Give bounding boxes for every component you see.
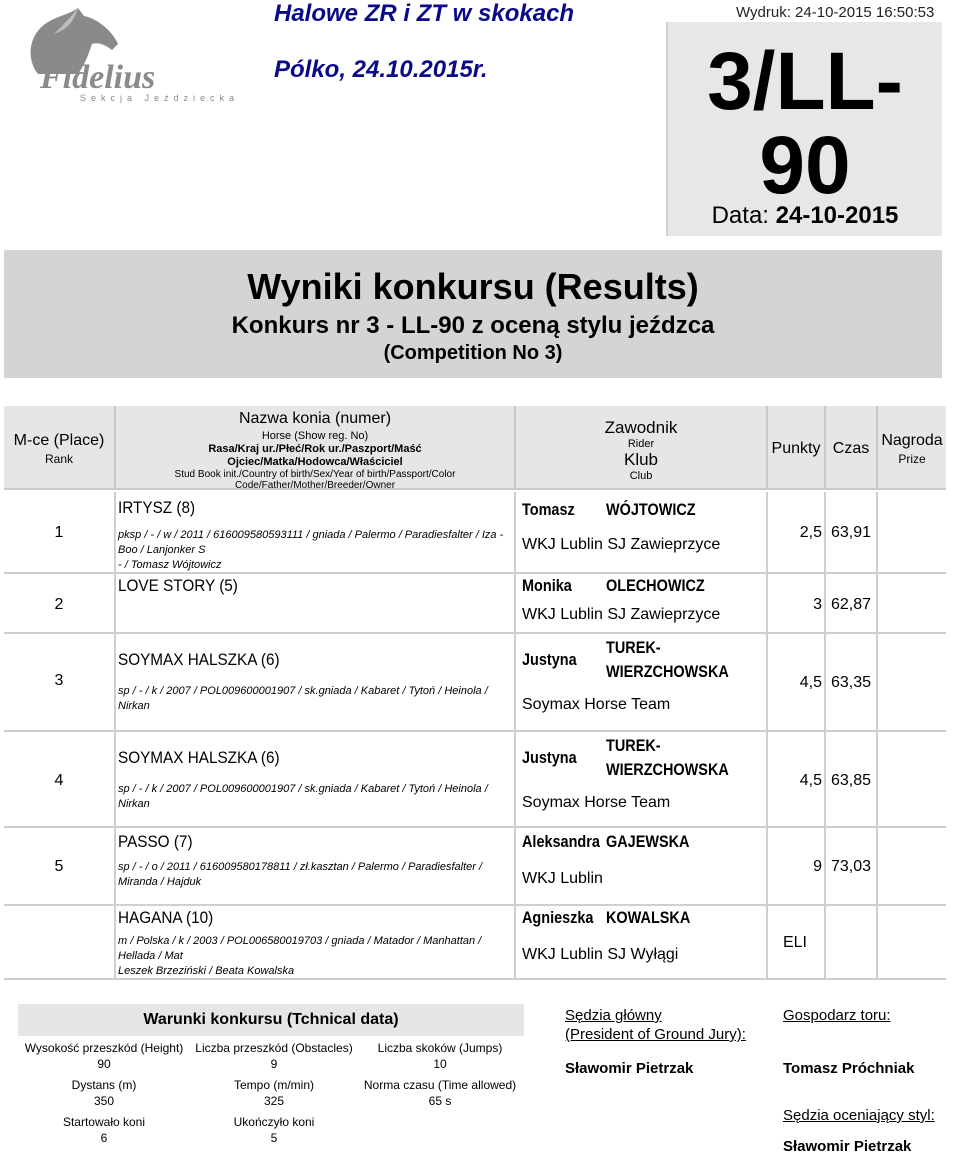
president-name: Sławomir Pietrzak bbox=[565, 1060, 694, 1077]
rider-club: WKJ Lublin SJ Zawieprzyce bbox=[522, 536, 721, 553]
rider-club: Soymax Horse Team bbox=[522, 696, 671, 713]
tempo-info: Tempo (m/min) 325 bbox=[233, 1078, 314, 1108]
rank-value: 2 bbox=[54, 596, 64, 613]
rider-club: Soymax Horse Team bbox=[522, 794, 671, 811]
time-value: 63,91 bbox=[830, 524, 872, 541]
rider-club: WKJ Lublin SJ Zawieprzyce bbox=[522, 606, 721, 623]
rank-value: 3 bbox=[54, 672, 64, 689]
table-row bbox=[4, 634, 946, 732]
svg-text:Sekcja Jeździecka: Sekcja Jeździecka bbox=[80, 93, 240, 103]
height-info: Wysokość przeszkód (Height) 90 bbox=[24, 1041, 184, 1071]
results-table bbox=[4, 406, 946, 980]
started-info: Startowało koni 6 bbox=[62, 1115, 146, 1145]
rank-value: 4 bbox=[54, 772, 64, 789]
time-value: 63,35 bbox=[830, 674, 872, 691]
table-row bbox=[4, 906, 946, 980]
header-time: Czas bbox=[826, 406, 878, 490]
competition-date bbox=[668, 202, 942, 230]
time-allowed-info: Norma czasu (Time allowed) 65 s bbox=[363, 1078, 517, 1108]
rider-club: WKJ Lublin SJ Wyłągi bbox=[522, 946, 679, 963]
rank-value: 1 bbox=[54, 524, 64, 541]
table-row bbox=[4, 828, 946, 906]
rank-value: 5 bbox=[54, 858, 64, 875]
rider-last-name: TUREK-WIERZCHOWSKA bbox=[606, 638, 729, 681]
horse-name: HAGANA (10) bbox=[118, 908, 214, 927]
svg-text:Fidelius: Fidelius bbox=[40, 59, 156, 96]
points-value: 4,5 bbox=[799, 674, 822, 691]
points-value: 4,5 bbox=[799, 772, 822, 789]
table-row bbox=[4, 732, 946, 828]
points-value: 2,5 bbox=[799, 524, 822, 541]
horse-name: IRTYSZ (8) bbox=[118, 498, 196, 517]
rider-last-name: TUREK-WIERZCHOWSKA bbox=[606, 736, 729, 779]
horse-name: SOYMAX HALSZKA (6) bbox=[118, 748, 280, 767]
time-value: 63,85 bbox=[830, 772, 872, 789]
horse-info: sp / - / o / 2011 / 616009580178811 / zł.kasztan / Palermo / Paradiesfalter / Miranda / Hajduk bbox=[118, 861, 483, 888]
rider-first-name: Justyna bbox=[522, 748, 577, 767]
style-judge-name: Sławomir Pietrzak bbox=[783, 1138, 912, 1155]
date-value: 24-10-2015 bbox=[775, 202, 899, 229]
time-value: 62,87 bbox=[830, 596, 872, 613]
header-horse: Nazwa konia (numer) Horse (Show reg. No) Rasa/Kraj ur./Płeć/Rok ur./Paszport/Maść Ojciec/Matka/Hodowca/Właściciel Stud Book init./Country of birth/Sex/Year of birth/Passport/Color Code/Father/Mother/Breeder/Owner bbox=[116, 406, 516, 490]
rider-last-name: OLECHOWICZ bbox=[606, 576, 705, 595]
points-value: ELI bbox=[782, 934, 807, 951]
rider-club: WKJ Lublin bbox=[522, 870, 603, 887]
date-label: Data: bbox=[711, 202, 769, 229]
header-prize: Nagroda Prize bbox=[878, 406, 946, 490]
table-row bbox=[4, 492, 946, 574]
event-title: Halowe ZR i ZT w skokach bbox=[274, 0, 575, 27]
rider-last-name: KOWALSKA bbox=[606, 908, 691, 927]
course-designer-label: Gospodarz toru: bbox=[783, 1007, 891, 1024]
rider-first-name: Agnieszka bbox=[522, 908, 594, 927]
points-value: 3 bbox=[813, 596, 822, 613]
obstacles-info: Liczba przeszkód (Obstacles) 9 bbox=[195, 1041, 353, 1071]
competition-code: 3/LL- 90 bbox=[707, 36, 903, 211]
results-subtitle: Konkurs nr 3 - LL-90 z oceną stylu jeźdzca bbox=[231, 312, 715, 339]
horse-name: SOYMAX HALSZKA (6) bbox=[118, 650, 280, 669]
header-points: Punkty bbox=[768, 406, 826, 490]
table-row bbox=[4, 574, 946, 634]
president-label: Sędzia główny (President of Ground Jury): bbox=[565, 1007, 746, 1043]
horse-name: LOVE STORY (5) bbox=[118, 576, 238, 595]
header-rider: Zawodnik Rider Klub Club bbox=[516, 406, 768, 490]
points-value: 9 bbox=[813, 858, 822, 875]
rider-last-name: GAJEWSKA bbox=[606, 832, 690, 851]
technical-data-title: Warunki konkursu (Tchnical data) bbox=[18, 1004, 524, 1036]
rider-first-name: Justyna bbox=[522, 650, 577, 669]
horse-info: sp / - / k / 2007 / POL009600001907 / sk.gniada / Kabaret / Tytoń / Heinola / Nirkan bbox=[118, 685, 488, 712]
rider-first-name: Monika bbox=[522, 576, 572, 595]
finished-info: Ukończyło koni 5 bbox=[233, 1115, 315, 1145]
printout-timestamp: Wydruk: 24-10-2015 16:50:53 bbox=[736, 4, 935, 21]
horse-info: sp / - / k / 2007 / POL009600001907 / sk.gniada / Kabaret / Tytoń / Heinola / Nirkan bbox=[118, 783, 488, 810]
horse-head-logo-icon bbox=[18, 4, 258, 104]
results-title: Wyniki konkursu (Results) bbox=[247, 266, 699, 307]
rider-last-name: WÓJTOWICZ bbox=[606, 500, 696, 519]
results-banner bbox=[4, 250, 942, 378]
competition-box bbox=[666, 22, 942, 236]
jumps-info: Liczba skoków (Jumps) 10 bbox=[377, 1041, 503, 1071]
horse-info: pksp / - / w / 2011 / 616009580593111 / gniada / Palermo / Paradiesfalter / Iza - Boo / Lanjonker S - / Tomasz Wójtowicz bbox=[118, 529, 504, 571]
rider-first-name: Aleksandra bbox=[522, 832, 600, 851]
distance-info: Dystans (m) 350 bbox=[71, 1078, 137, 1108]
horse-name: PASSO (7) bbox=[118, 832, 193, 851]
horse-info: m / Polska / k / 2003 / POL006580019703 / gniada / Matador / Manhattan / Hellada / Mat Leszek Brzeziński / Beata Kowalska bbox=[118, 935, 482, 977]
course-designer-name: Tomasz Próchniak bbox=[783, 1060, 915, 1077]
event-place: Pólko, 24.10.2015r. bbox=[274, 56, 488, 83]
time-value: 73,03 bbox=[830, 858, 872, 875]
style-judge-label: Sędzia oceniający styl: bbox=[783, 1107, 935, 1124]
header-place: M-ce (Place) Rank bbox=[4, 406, 116, 490]
rider-first-name: Tomasz bbox=[522, 500, 575, 519]
fidelius-logo bbox=[18, 4, 258, 104]
competition-number: (Competition No 3) bbox=[383, 342, 563, 364]
